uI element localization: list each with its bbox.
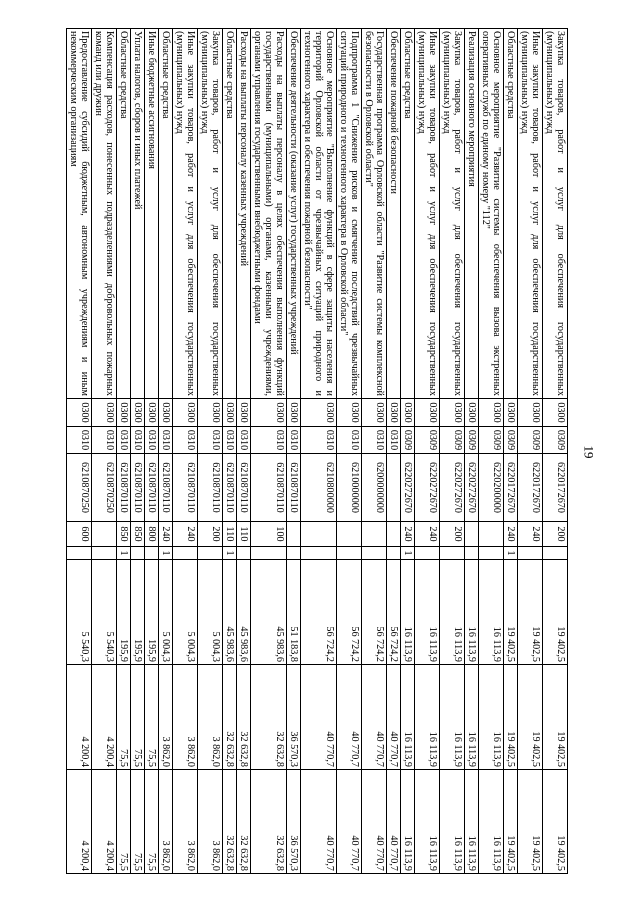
table-row: [362, 29, 387, 874]
table-body: [67, 29, 568, 874]
table-row: [131, 29, 145, 874]
amount-year1-cell: 19 402,5: [518, 560, 543, 665]
glava-code-cell: 0300: [543, 399, 568, 427]
amount-year2-cell: 16 113,9: [440, 665, 465, 770]
funding-source-cell: [198, 547, 223, 560]
amount-year3-cell: 19 402,5: [518, 770, 543, 874]
glava-code-cell: 0300: [504, 399, 518, 427]
amount-year1-cell: 16 113,9: [465, 560, 479, 665]
razdel-code-cell: 0309: [415, 427, 440, 454]
razdel-code-cell: 0310: [337, 427, 362, 454]
amount-year3-cell: 75,5: [131, 770, 145, 874]
expense-type-cell: [92, 522, 117, 547]
amount-year1-cell: 5 004,3: [173, 560, 198, 665]
amount-year1-cell: 45 983,6: [251, 560, 287, 665]
razdel-code-cell: 0309: [504, 427, 518, 454]
amount-year1-cell: 195,9: [145, 560, 159, 665]
glava-code-cell: 0300: [301, 399, 337, 427]
budget-item-name: Реализация основного мероприятия: [465, 29, 479, 399]
amount-year2-cell: 19 402,5: [543, 665, 568, 770]
table-row: [401, 29, 415, 874]
table-row: [237, 29, 251, 874]
glava-code-cell: 0300: [173, 399, 198, 427]
expense-type-cell: 100: [251, 522, 287, 547]
target-article-cell: 6210800000: [301, 454, 337, 522]
razdel-code-cell: 0309: [518, 427, 543, 454]
amount-year2-cell: 40 770,7: [387, 665, 401, 770]
amount-year1-cell: 19 402,5: [543, 560, 568, 665]
amount-year2-cell: 40 770,7: [362, 665, 387, 770]
amount-year3-cell: 16 113,9: [479, 770, 504, 874]
table-row: [543, 29, 568, 874]
razdel-code-cell: 0310: [251, 427, 287, 454]
amount-year2-cell: 40 770,7: [301, 665, 337, 770]
expense-type-cell: 800: [145, 522, 159, 547]
glava-code-cell: 0300: [159, 399, 173, 427]
amount-year2-cell: 75,5: [145, 665, 159, 770]
budget-table: [66, 28, 568, 874]
budget-item-name: Областные средства: [401, 29, 415, 399]
target-article-cell: 6210870110: [131, 454, 145, 522]
target-article-cell: 6220272670: [465, 454, 479, 522]
budget-item-name: Предоставление субсидий бюджетным, автономным учреждениям и иным некоммерческим организациям: [67, 29, 92, 399]
target-article-cell: 6220272670: [401, 454, 415, 522]
razdel-code-cell: 0309: [401, 427, 415, 454]
budget-item-name: Уплата налогов, сборов и иных платежей: [131, 29, 145, 399]
glava-code-cell: 0300: [67, 399, 92, 427]
glava-code-cell: 0300: [251, 399, 287, 427]
razdel-code-cell: 0310: [117, 427, 131, 454]
glava-code-cell: 0300: [223, 399, 237, 427]
amount-year2-cell: 75,5: [117, 665, 131, 770]
expense-type-cell: 850: [117, 522, 131, 547]
glava-code-cell: 0300: [387, 399, 401, 427]
razdel-code-cell: 0310: [131, 427, 145, 454]
expense-type-cell: 600: [67, 522, 92, 547]
amount-year1-cell: 16 113,9: [479, 560, 504, 665]
expense-type-cell: 240: [173, 522, 198, 547]
target-article-cell: 6210000000: [337, 454, 362, 522]
table-row: [337, 29, 362, 874]
funding-source-cell: [251, 547, 287, 560]
funding-source-cell: [145, 547, 159, 560]
budget-item-name: Областные средства: [504, 29, 518, 399]
amount-year3-cell: 3 862,0: [173, 770, 198, 874]
razdel-code-cell: 0310: [67, 427, 92, 454]
table-row: [465, 29, 479, 874]
glava-code-cell: 0300: [237, 399, 251, 427]
razdel-code-cell: 0310: [223, 427, 237, 454]
target-article-cell: 6220272670: [415, 454, 440, 522]
funding-source-cell: 1: [504, 547, 518, 560]
expense-type-cell: 240: [401, 522, 415, 547]
expense-type-cell: 200: [440, 522, 465, 547]
amount-year3-cell: 40 770,7: [337, 770, 362, 874]
page-number: 19: [581, 445, 597, 459]
budget-item-name: Обеспечение деятельности (оказание услуг) государственных учреждений: [287, 29, 301, 399]
amount-year3-cell: 16 113,9: [465, 770, 479, 874]
funding-source-cell: 1: [223, 547, 237, 560]
expense-type-cell: 850: [131, 522, 145, 547]
amount-year1-cell: 56 724,2: [362, 560, 387, 665]
table-row: [251, 29, 287, 874]
amount-year1-cell: 56 724,2: [301, 560, 337, 665]
amount-year3-cell: 40 770,7: [301, 770, 337, 874]
table-row: [117, 29, 131, 874]
target-article-cell: 6210870110: [287, 454, 301, 522]
amount-year2-cell: 32 632,8: [251, 665, 287, 770]
table-row: [301, 29, 337, 874]
amount-year1-cell: 16 113,9: [415, 560, 440, 665]
expense-type-cell: [362, 522, 387, 547]
glava-code-cell: 0300: [440, 399, 465, 427]
budget-item-name: Областные средства: [117, 29, 131, 399]
target-article-cell: 6210870110: [237, 454, 251, 522]
amount-year3-cell: 75,5: [117, 770, 131, 874]
funding-source-cell: [337, 547, 362, 560]
amount-year3-cell: 32 632,8: [251, 770, 287, 874]
target-article-cell: 6220172670: [518, 454, 543, 522]
razdel-code-cell: 0310: [92, 427, 117, 454]
expense-type-cell: [465, 522, 479, 547]
amount-year1-cell: 195,9: [117, 560, 131, 665]
amount-year3-cell: 40 770,7: [387, 770, 401, 874]
amount-year1-cell: 5 004,3: [198, 560, 223, 665]
glava-code-cell: 0300: [131, 399, 145, 427]
target-article-cell: 6210870110: [117, 454, 131, 522]
funding-source-cell: [301, 547, 337, 560]
amount-year2-cell: 40 770,7: [337, 665, 362, 770]
table-row: [387, 29, 401, 874]
glava-code-cell: 0300: [198, 399, 223, 427]
funding-source-cell: [387, 547, 401, 560]
funding-source-cell: [287, 547, 301, 560]
target-article-cell: 6210870110: [173, 454, 198, 522]
budget-item-name: Областные средства: [223, 29, 237, 399]
amount-year1-cell: 19 402,5: [504, 560, 518, 665]
amount-year2-cell: 32 632,8: [223, 665, 237, 770]
funding-source-cell: 1: [117, 547, 131, 560]
razdel-code-cell: 0310: [301, 427, 337, 454]
expense-type-cell: [301, 522, 337, 547]
amount-year2-cell: 3 862,0: [173, 665, 198, 770]
amount-year1-cell: 56 724,2: [337, 560, 362, 665]
expense-type-cell: 240: [159, 522, 173, 547]
glava-code-cell: 0300: [479, 399, 504, 427]
amount-year2-cell: 3 862,0: [198, 665, 223, 770]
razdel-code-cell: 0310: [145, 427, 159, 454]
funding-source-cell: [92, 547, 117, 560]
funding-source-cell: [415, 547, 440, 560]
amount-year3-cell: 32 632,8: [237, 770, 251, 874]
amount-year3-cell: 19 402,5: [543, 770, 568, 874]
glava-code-cell: 0300: [145, 399, 159, 427]
amount-year2-cell: 19 402,5: [504, 665, 518, 770]
razdel-code-cell: 0309: [465, 427, 479, 454]
amount-year2-cell: 16 113,9: [415, 665, 440, 770]
funding-source-cell: [465, 547, 479, 560]
amount-year3-cell: 16 113,9: [440, 770, 465, 874]
amount-year1-cell: 45 983,6: [223, 560, 237, 665]
glava-code-cell: 0300: [465, 399, 479, 427]
amount-year2-cell: 16 113,9: [401, 665, 415, 770]
funding-source-cell: 1: [159, 547, 173, 560]
table-row: [159, 29, 173, 874]
razdel-code-cell: 0310: [173, 427, 198, 454]
expense-type-cell: 240: [504, 522, 518, 547]
budget-item-name: Иные закупки товаров, работ и услуг для обеспечения государственных (муниципальных) нужд: [415, 29, 440, 399]
amount-year2-cell: 3 862,0: [159, 665, 173, 770]
amount-year3-cell: 75,5: [145, 770, 159, 874]
amount-year2-cell: 16 113,9: [479, 665, 504, 770]
target-article-cell: 6210870110: [198, 454, 223, 522]
amount-year1-cell: 56 724,2: [387, 560, 401, 665]
target-article-cell: 6220272670: [440, 454, 465, 522]
budget-item-name: Обеспечение пожарной безопасности: [387, 29, 401, 399]
target-article-cell: [387, 454, 401, 522]
amount-year2-cell: 32 632,8: [237, 665, 251, 770]
budget-item-name: Государственная программа Орловской области "Развитие системы комплексной безопасности в Орловской области": [362, 29, 387, 399]
amount-year3-cell: 16 113,9: [401, 770, 415, 874]
razdel-code-cell: 0310: [159, 427, 173, 454]
glava-code-cell: 0300: [337, 399, 362, 427]
expense-type-cell: [387, 522, 401, 547]
target-article-cell: 6210870110: [145, 454, 159, 522]
expense-type-cell: 110: [237, 522, 251, 547]
table-row: [479, 29, 504, 874]
amount-year1-cell: 45 983,6: [237, 560, 251, 665]
table-row: [145, 29, 159, 874]
table-row: [223, 29, 237, 874]
target-article-cell: 6200000000: [362, 454, 387, 522]
glava-code-cell: 0300: [92, 399, 117, 427]
glava-code-cell: 0300: [401, 399, 415, 427]
amount-year3-cell: 3 862,0: [159, 770, 173, 874]
target-article-cell: 6210870110: [159, 454, 173, 522]
expense-type-cell: [287, 522, 301, 547]
target-article-cell: 6210870250: [67, 454, 92, 522]
razdel-code-cell: 0310: [362, 427, 387, 454]
amount-year2-cell: 4 200,4: [92, 665, 117, 770]
amount-year1-cell: 195,9: [131, 560, 145, 665]
table-row: [173, 29, 198, 874]
table-row: [504, 29, 518, 874]
amount-year1-cell: 16 113,9: [440, 560, 465, 665]
budget-item-name: Закупка товаров, работ и услуг для обеспечения государственных (муниципальных) нужд: [198, 29, 223, 399]
budget-item-name: Основное мероприятие "Развитие системы обеспечения вызова экстренных оперативных служб по единому номеру "112": [479, 29, 504, 399]
amount-year3-cell: 4 200,4: [67, 770, 92, 874]
amount-year1-cell: 16 113,9: [401, 560, 415, 665]
expense-type-cell: 110: [223, 522, 237, 547]
amount-year2-cell: 36 570,3: [287, 665, 301, 770]
funding-source-cell: [173, 547, 198, 560]
budget-item-name: Закупка товаров, работ и услуг для обеспечения государственных (муниципальных) нужд: [440, 29, 465, 399]
glava-code-cell: 0300: [362, 399, 387, 427]
target-article-cell: 6210870250: [92, 454, 117, 522]
razdel-code-cell: 0310: [237, 427, 251, 454]
expense-type-cell: 200: [543, 522, 568, 547]
budget-item-name: Компенсация расходов, понесенных подразделениями добровольных пожарных команд или дружин: [92, 29, 117, 399]
amount-year2-cell: 75,5: [131, 665, 145, 770]
amount-year2-cell: 4 200,4: [67, 665, 92, 770]
table-row: [440, 29, 465, 874]
target-article-cell: 6220172670: [504, 454, 518, 522]
razdel-code-cell: 0310: [287, 427, 301, 454]
funding-source-cell: [479, 547, 504, 560]
glava-code-cell: 0300: [415, 399, 440, 427]
table-row: [67, 29, 92, 874]
razdel-code-cell: 0309: [479, 427, 504, 454]
amount-year2-cell: 16 113,9: [465, 665, 479, 770]
target-article-cell: 6210870110: [223, 454, 237, 522]
glava-code-cell: 0300: [117, 399, 131, 427]
amount-year2-cell: 19 402,5: [518, 665, 543, 770]
amount-year1-cell: 5 540,3: [67, 560, 92, 665]
funding-source-cell: [237, 547, 251, 560]
target-article-cell: 6220172670: [543, 454, 568, 522]
razdel-code-cell: 0309: [543, 427, 568, 454]
amount-year3-cell: 16 113,9: [415, 770, 440, 874]
expense-type-cell: [479, 522, 504, 547]
razdel-code-cell: 0309: [440, 427, 465, 454]
amount-year1-cell: 51 183,8: [287, 560, 301, 665]
budget-item-name: Закупка товаров, работ и услуг для обеспечения государственных (муниципальных) нужд: [543, 29, 568, 399]
funding-source-cell: [440, 547, 465, 560]
budget-item-name: Расходы на выплаты персоналу в целях обеспечения выполнения функций государственными (муниципальными) органами, казенными учреждениями, органами управления государственными внебюджетными фондами: [251, 29, 287, 399]
target-article-cell: 6220200000: [479, 454, 504, 522]
amount-year3-cell: 36 570,3: [287, 770, 301, 874]
amount-year3-cell: 4 200,4: [92, 770, 117, 874]
budget-item-name: Иные закупки товаров, работ и услуг для обеспечения государственных (муниципальных) нужд: [173, 29, 198, 399]
funding-source-cell: [543, 547, 568, 560]
funding-source-cell: [518, 547, 543, 560]
table-row: [518, 29, 543, 874]
budget-item-name: Расходы на выплаты персоналу казенных учреждений: [237, 29, 251, 399]
glava-code-cell: 0300: [287, 399, 301, 427]
table-row: [415, 29, 440, 874]
target-article-cell: 6210870110: [251, 454, 287, 522]
budget-item-name: Иные закупки товаров, работ и услуг для обеспечения государственных (муниципальных) нужд: [518, 29, 543, 399]
funding-source-cell: 1: [401, 547, 415, 560]
expense-type-cell: 200: [198, 522, 223, 547]
amount-year3-cell: 19 402,5: [504, 770, 518, 874]
amount-year3-cell: 32 632,8: [223, 770, 237, 874]
table-row: [198, 29, 223, 874]
budget-item-name: Подпрограмма 1 "Снижение рисков и смягчение последствий чрезвычайных ситуаций природного и техногенного характера в Орловской области": [337, 29, 362, 399]
table-row: [287, 29, 301, 874]
budget-item-name: Иные бюджетные ассигнования: [145, 29, 159, 399]
table-row: [92, 29, 117, 874]
budget-item-name: Областные средства: [159, 29, 173, 399]
expense-type-cell: 240: [415, 522, 440, 547]
budget-item-name: Основное мероприятие "Выполнение функций в сфере защиты населения и территорий Орловской области от чрезвычайных ситуаций природного и техногенного характера и обеспечения пожарной безопасности": [301, 29, 337, 399]
razdel-code-cell: 0310: [198, 427, 223, 454]
glava-code-cell: 0300: [518, 399, 543, 427]
razdel-code-cell: 0310: [387, 427, 401, 454]
funding-source-cell: [131, 547, 145, 560]
amount-year1-cell: 5 540,3: [92, 560, 117, 665]
funding-source-cell: [67, 547, 92, 560]
expense-type-cell: 240: [518, 522, 543, 547]
expense-type-cell: [337, 522, 362, 547]
funding-source-cell: [362, 547, 387, 560]
amount-year3-cell: 40 770,7: [362, 770, 387, 874]
amount-year1-cell: 5 004,3: [159, 560, 173, 665]
amount-year3-cell: 3 862,0: [198, 770, 223, 874]
